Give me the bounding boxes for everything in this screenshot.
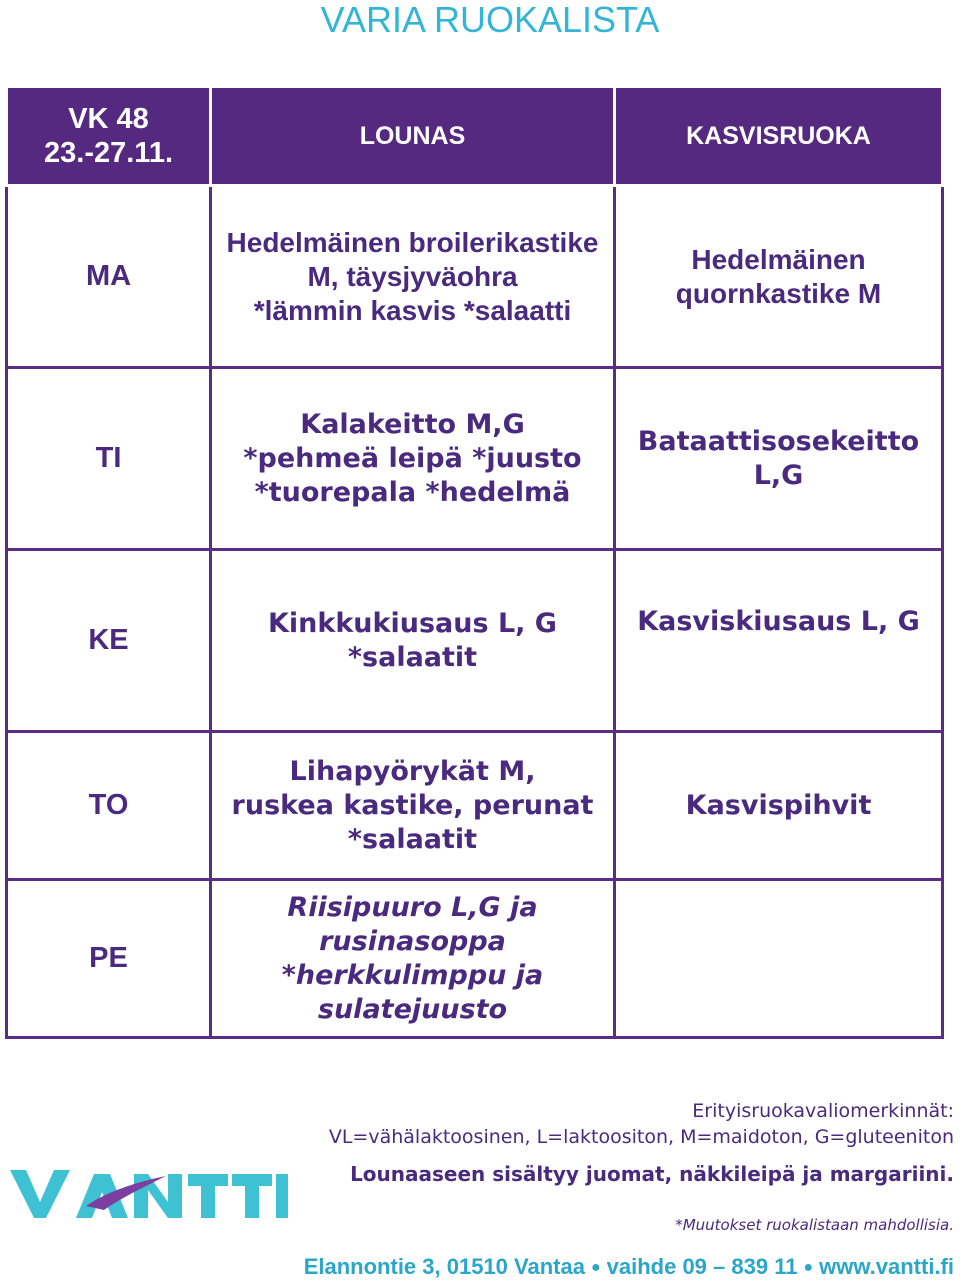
dish-line: Hedelmäinen broilerikastike — [226, 226, 599, 258]
lunch-cell — [211, 880, 615, 1038]
veg-cell — [615, 186, 943, 368]
footer-separator: ● — [590, 1259, 601, 1277]
dish-line: Hedelmäinen — [691, 243, 866, 275]
day-label: KE — [7, 550, 211, 732]
dish-line: *salaatit — [347, 641, 478, 673]
footer-phone: vaihde 09 – 839 11 — [606, 1254, 798, 1279]
dish-line: Kalakeitto M,G — [300, 408, 525, 440]
dish-line: quornkastike M — [675, 277, 882, 309]
veg-cell — [615, 550, 943, 732]
dish-line: Kasvispihvit — [685, 789, 872, 821]
week-number: VK 48 — [68, 103, 149, 135]
week-cell — [7, 87, 211, 186]
lunch-header: LOUNAS — [211, 87, 615, 186]
diet-notes-legend: VL=vähälaktoosinen, L=laktoositon, M=maidoton, G=gluteeniton — [328, 1126, 954, 1148]
vantti-logo — [6, 1162, 291, 1229]
veg-cell — [615, 732, 943, 880]
footer-address: Elannontie 3, 01510 Vantaa — [303, 1254, 585, 1279]
menu-row-to — [7, 732, 943, 880]
veg-header: KASVISRUOKA — [615, 87, 943, 186]
dish-line: *lämmin kasvis *salaatti — [253, 294, 572, 326]
lunch-cell — [211, 368, 615, 550]
menu-row-pe — [7, 880, 943, 1038]
dish-line: Kinkkukiusaus L, G — [268, 607, 557, 639]
dish-line: Kasviskiusaus L, G — [637, 606, 920, 637]
dish-line: M, täysjyväohra — [307, 260, 518, 292]
lunch-cell — [211, 550, 615, 732]
menu-row-ti — [7, 368, 943, 550]
menu-header-row — [7, 87, 943, 186]
dish-line: *pehmeä leipä *juusto — [243, 442, 582, 474]
dish-line: Riisipuuro L,G ja — [287, 891, 538, 923]
dish-line: sulatejuusto — [317, 993, 508, 1025]
lunch-cell — [211, 732, 615, 880]
vantti-logo-graphic — [6, 1162, 291, 1224]
diet-notes — [329, 1098, 954, 1150]
day-label: PE — [7, 880, 211, 1038]
dish-line: Bataattisosekeitto L,G — [637, 425, 920, 491]
footer-website-link[interactable]: www.vantti.fi — [819, 1254, 954, 1279]
included-note: Lounaaseen sisältyy juomat, näkkileipä ja margariini. — [350, 1162, 954, 1186]
diet-notes-title: Erityisruokavaliomerkinnät: — [692, 1100, 954, 1122]
day-label: TI — [7, 368, 211, 550]
dish-line: *salaatit — [347, 823, 478, 855]
menu-row-ke — [7, 550, 943, 732]
dish-line: Lihapyörykät M, — [289, 755, 536, 787]
footer-separator: ● — [803, 1259, 814, 1277]
changes-note: *Muutokset ruokalistaan mahdollisia. — [675, 1216, 954, 1234]
lunch-cell — [211, 186, 615, 368]
menu-row-ma — [7, 186, 943, 368]
page-title: VARIA RUOKALISTA — [320, 0, 660, 40]
veg-cell-empty — [615, 880, 943, 1038]
menu-table — [5, 85, 944, 1039]
veg-cell — [615, 368, 943, 550]
day-label: TO — [7, 732, 211, 880]
day-label: MA — [7, 186, 211, 368]
footer-contact — [304, 1254, 954, 1280]
dish-line: rusinasoppa — [319, 925, 506, 957]
dish-line: *tuorepala *hedelmä — [254, 476, 571, 508]
dish-line: *herkkulimppu ja — [281, 959, 544, 991]
week-dates: 23.-27.11. — [44, 137, 173, 169]
dish-line: ruskea kastike, perunat — [231, 789, 594, 821]
